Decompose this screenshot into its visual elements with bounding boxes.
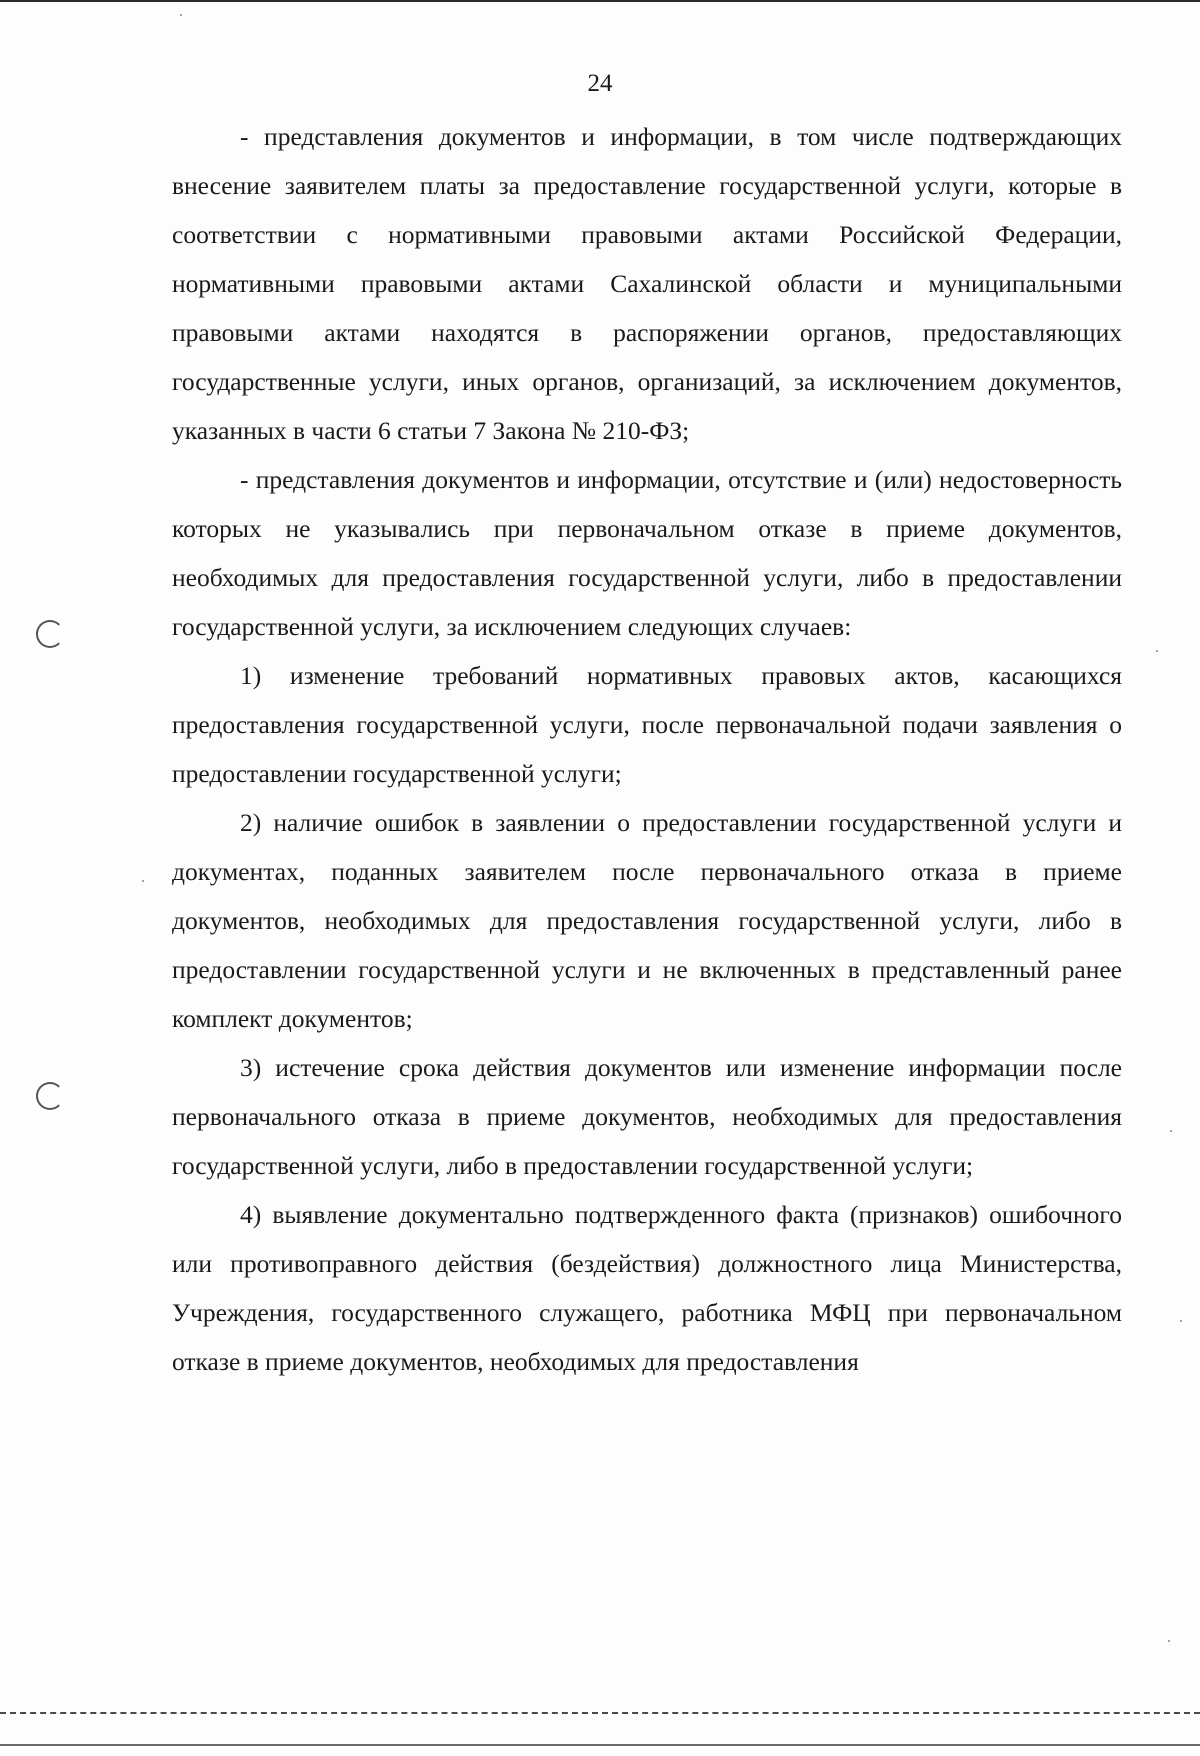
- scan-edge-bottom: [0, 1744, 1200, 1746]
- paragraph-6: 4) выявление документально подтвержденного факта (признаков) ошибочного или противоправного действия (бездействия) должностного лица Министерства, Учреждения, государственного служащего, работника МФЦ при первоначальном отказе в приеме документов, необходимых для предоставления: [172, 1200, 1122, 1376]
- paragraph-4: 2) наличие ошибок в заявлении о предоставлении государственной услуги и документах, поданных заявителем после первоначального отказа в приеме документов, необходимых для предоставления государственной услуги, либо в предоставлении государственной услуги и не включенных в представленный ранее комплект документов;: [172, 808, 1122, 1033]
- scan-speck: [1180, 1320, 1182, 1322]
- scan-speck: [1170, 1130, 1172, 1132]
- scan-speck: [1156, 650, 1158, 652]
- page-number: 24: [587, 70, 613, 97]
- punch-hole-icon: [36, 1082, 64, 1110]
- paragraph-5: 3) истечение срока действия документов или изменение информации после первоначального отказа в приеме документов, необходимых для предоставления государственной услуги, либо в предоставлении государственной услуги;: [172, 1053, 1122, 1180]
- scan-edge-bottom-dashed: [0, 1712, 1200, 1714]
- punch-hole-icon: [36, 620, 64, 648]
- scan-speck: [1168, 1640, 1170, 1642]
- scan-edge-top: [0, 0, 1200, 2]
- scan-speck: [142, 880, 144, 882]
- document-body: [172, 112, 1122, 1386]
- paragraph-1: - представления документов и информации, в том числе подтверждающих внесение заявителем платы за предоставление государственной услуги, которые в соответствии с нормативными правовыми актами Российской Федерации, нормативными правовыми актами Сахалинской области и муниципальными правовыми актами находятся в распоряжении органов, предоставляющих государственные услуги, иных органов, организаций, за исключением документов, указанных в части 6 статьи 7 Закона № 210-ФЗ;: [172, 122, 1122, 445]
- paragraph-2: - представления документов и информации, отсутствие и (или) недостоверность которых не указывались при первоначальном отказе в приеме документов, необходимых для предоставления государственной услуги, либо в предоставлении государственной услуги, за исключением следующих случаев:: [172, 465, 1122, 641]
- paragraph-3: 1) изменение требований нормативных правовых актов, касающихся предоставления государственной услуги, после первоначальной подачи заявления о предоставлении государственной услуги;: [172, 661, 1122, 788]
- scan-speck: [180, 14, 182, 16]
